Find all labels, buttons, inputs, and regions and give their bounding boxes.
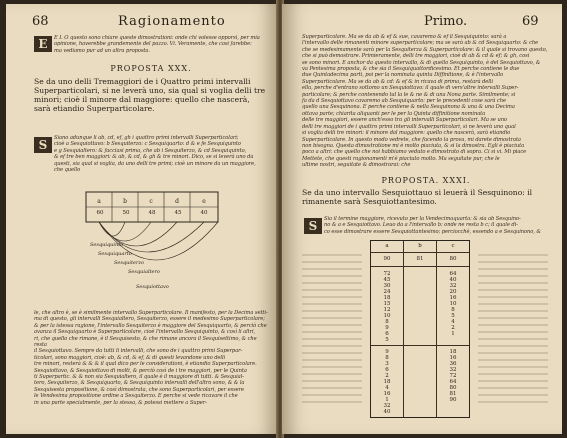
table-cell: 72 [383, 271, 391, 277]
table-cell: 5 [385, 337, 389, 343]
lower-line: tre minori, resterà & & & il qual dico per le considerationi, è etiandio Superparticolare. [34, 361, 257, 368]
table-cell: 16 [383, 391, 391, 397]
right-page-number: 69 [522, 14, 539, 29]
upper-line: quello una Sesquinona. E perche contiene & nella Sesquinona & una & una Decima [302, 104, 515, 111]
proof-line: & ef tre ben maggiori: & ab, & cd, & gh & tre minori. Dico, se si leverà uno da [54, 154, 254, 161]
table-cell: 12 [383, 307, 391, 313]
upper-line: l'intervallo delle rimanenti minore superparticolare; ma se sarà ab & cd Sesquiquarto: & che [302, 40, 539, 47]
table-cell: 90 [383, 256, 391, 262]
table-cell: 10 [383, 313, 391, 319]
lower-line: ma di questo, gli intervalli Sesquialtero, Sesquiterzo, essere il medesimo Superparticolare; [34, 316, 265, 323]
upper-line: si voglia delli tre minori: il minore dal maggiore: quello che nascerà, sarà etiandio [302, 130, 511, 137]
diagram-label: Sesquiquinto [90, 242, 124, 248]
table-cell: 45 [383, 277, 391, 283]
table-cell: 40 [449, 277, 457, 283]
table-cell: 9 [385, 349, 389, 355]
table-cell: 20 [449, 289, 457, 295]
upper-line: se sono minori. E anchor da questo intervallo, & di quello Sesquiquinto, è del Sesquiottavo, & [302, 59, 541, 66]
diagram-label: Sesquiquarto [98, 251, 132, 257]
upper-line: ella, perche d'entrano sottomo un Sesquiottavo: il quale di vers'altre intervalli Super- [302, 85, 519, 92]
diagram-top-cell: e [202, 198, 206, 205]
table-cell: 40 [383, 409, 391, 415]
left-page [6, 4, 278, 434]
bleed-through-text [302, 254, 362, 404]
table-cell: 81 [449, 391, 457, 397]
upper-line: delle tre maggiori, essere anch'esso tra gli intervalli Superparticolari. Ma se uno [302, 117, 507, 124]
table-cell: 4 [451, 319, 455, 325]
intro-dropcap: E [34, 36, 52, 52]
table-cell: 16 [449, 355, 457, 361]
proof-dropcap: S [34, 137, 52, 153]
diagram-label: Sesquiterzo [114, 260, 144, 266]
proof-block-right [324, 216, 552, 235]
table-cell: 80 [449, 385, 457, 391]
diagram-number: 50 [122, 210, 130, 216]
proposition-title: PROPOSTA XXX. [110, 64, 192, 73]
upper-line: non bisogna. Questa dimostratione mi è molto piaciuta, & si la dimostra. Egli è piaciuta [302, 142, 525, 149]
lower-line: Sesquiottavo, & Sesquiottavo di molti, & perciò così de i tre maggiori, per le Quinta [34, 367, 247, 374]
table-header-b: b [418, 243, 422, 249]
table-cell: 8 [451, 307, 455, 313]
proposition-statement: Se da uno delli Tremaggiori de i Quattro primi intervalli Superparticolari, si ne leverà uno, sia qual si voglia delli tre minori; cioè il minore dal maggiore: quello che nascerà, sarà etiandio Superparticolare. [34, 77, 266, 113]
intro-text: E I. O questo sono chiare queste dimostrationi: onde chi volesse opporsi, per mia opinione, haverebbe grandemente del pazzo. Vi. Veramente, che cosi farebbe: ma vediamo pur ad un altra proposta. [54, 35, 260, 54]
proof-dropcap-right: S [304, 218, 322, 234]
upper-line: Superparticolare. Ma se da ab & ef & sue, cavaremo & ef il Sesquiquinto: sarà a [302, 34, 507, 40]
diagram-label: Sesquialtero [128, 269, 160, 275]
diagram-number: 40 [200, 210, 208, 216]
upper-line: che se medesimamente sarà per la Sesquiterza & Superparticolare: & il quale si trovano questo, [302, 46, 548, 53]
table-cell: 80 [449, 256, 457, 262]
diagram-label: Sesquiottavo [136, 284, 169, 290]
table-cell: 32 [383, 403, 391, 409]
lower-line: ti Superpartic. & & non sia Sesquialtero, il quale è il maggiore di tutti. & Sesquial- [34, 374, 244, 381]
lower-line: ri, che quello che rimane, è il Sesquisesto, & che rimane ancora il Sesquisettimo, & che resta [34, 335, 257, 349]
table-cell: 16 [449, 295, 457, 301]
table-cell: 2 [385, 373, 389, 379]
table-cell: 24 [383, 289, 391, 295]
diagram-number: 45 [174, 210, 182, 216]
table-cell: 6 [385, 331, 389, 337]
table-cell: 4 [385, 385, 389, 391]
table-cell: 18 [449, 349, 457, 355]
table-cell: 32 [449, 367, 457, 373]
table-cell: 64 [449, 379, 457, 385]
right-page [282, 4, 562, 434]
diagram-top-cell: b [123, 198, 127, 205]
lower-line: avanza il Sesquiquarto è Superparticolare, cioè l'intervallo Sesquiquinto, & così li altri, [34, 329, 256, 336]
table-cell: 18 [383, 379, 391, 385]
upper-line: Mettete, che questi ragionamenti m'è piaciuto molto. Ma seguitate pur, che le [302, 155, 500, 162]
diagram-number: 48 [148, 210, 156, 216]
table-cell: 8 [385, 319, 389, 325]
upper-line: delli tre maggiori de i quattro primi intervalli Superparticolari, si ne leverà uno qual [302, 123, 516, 130]
table-cell: 18 [383, 295, 391, 301]
table-cell: 72 [449, 373, 457, 379]
right-running-head: Primo. [424, 14, 468, 29]
diagram-top-cell: a [97, 198, 101, 205]
upper-line: fa da d Sesquiottavo cavaremo ab Sesquiquarto: per le precedenti cose sarà che [302, 98, 506, 105]
lower-line: ticolari, sono maggiori, cioè: ab, & cd, & ef, & di questi levandone uno delli [34, 354, 226, 361]
upper-line: che si può demostrare. Primieramente, delli tre maggiori, cioè di ab & cd & ef; & gh, cosi [302, 53, 530, 60]
table-col-a-lower [371, 349, 403, 415]
proposition-statement-xxxi: Se da uno intervallo Sesquiottauo si leuerà il Sesquinono: il rimanente sarà Sesquiottantesimo. [302, 188, 533, 206]
table-cell: 90 [449, 397, 457, 403]
table-header-c: c [451, 243, 455, 249]
table-col-c-upper [437, 271, 469, 337]
diagram-number: 60 [96, 210, 104, 216]
diagram-top-cell: c [149, 198, 153, 205]
table-col-c-lower [437, 349, 469, 403]
lower-line: & per la istessa ragione, l'intervallo Sesquiterzo è maggiore del Sesquiquarto, & perciò che [34, 322, 267, 329]
table-cell: 10 [449, 301, 457, 307]
right-upper-text [302, 34, 550, 169]
table-cell: 15 [383, 301, 391, 307]
upper-line: due Quintadecima parti, poi per la nominata quinta Diffinitione, & è l'intervallo [302, 72, 504, 79]
lower-line: tero, Sesquiterzo, & Sesquiquarto, & Sesquiquinto intervalli dell'altro sono, & & la [34, 380, 245, 387]
proof-line: co esse dimostrare essere Sesquiottantesimo; perciocchè, essendo a e Sesquinono, & [324, 228, 541, 235]
proof-line: no & a e Sesquiottavo. Leuo da a l'intervallo b: onde ne resta b c; il quale di- [324, 222, 518, 229]
table-cell: 32 [449, 283, 457, 289]
proof-block [54, 135, 266, 173]
table-cell: 2 [451, 325, 455, 331]
left-page-number: 68 [32, 14, 49, 29]
upper-line: poco a altri: che quello che noi habbiamo veduto e dimostrato di sopra. Ci si vi. Mi piace [302, 149, 527, 156]
bleed-through-text [478, 254, 548, 404]
lower-line: in una parte specialmente, per la stessa, & potessi mettere a Super- [34, 399, 207, 406]
table-cell: 36 [449, 361, 457, 367]
table-cell: 64 [449, 271, 457, 277]
lower-line: le Vendesima propositione ordine a Sesquiterzo. E perche si vede ricavare il che [34, 393, 238, 400]
table-cell: 5 [451, 313, 455, 319]
ratio-table [370, 240, 470, 418]
upper-line: ottava parte; chiarita aliquanti per le per la Quinta diffinitione nominata [302, 110, 486, 117]
table-cell: 6 [385, 367, 389, 373]
table-col-a-upper [371, 271, 403, 343]
proof-line: cioè a Sesquiottavo: b Sesquiterzo: c Sesquiquarto: d & e fe Sesquiquinto [54, 141, 241, 148]
upper-line: ultime nostri, seguitate & dimostrarai: che [302, 162, 411, 169]
proof-line: questi, sia qual si voglia, da uno delli tre primi; cioè un minore da un maggiore, che quello [54, 160, 256, 174]
upper-line: va Pentesima proposta, & che sia il Sesquiquattordicesimo. Et perche contiene le due [302, 66, 520, 73]
upper-line: Superparticolare. In questo modo vedrete, che facendo la prova, mi darete dimostrata [302, 136, 521, 143]
upper-line: particolare; & perche contenendo tal la le & ne & di una Nona parte. Similmente; si [302, 91, 516, 98]
proposition-title-xxxi: PROPOSTA. XXXI. [381, 176, 471, 185]
proof-line: Sia il termine maggiore, ricevuto per la Vendecimaquarta: & sia ab Sesquino- [324, 216, 521, 222]
table-cell: 1 [451, 331, 455, 337]
left-running-head: Ragionamento [118, 14, 226, 29]
table-header-a: a [385, 243, 389, 249]
lower-line: le, che altro è, se è similmente intervallo Superparticolare. Il manifesto, per la Decima setti- [34, 310, 268, 316]
table-cell: 9 [385, 325, 389, 331]
table-cell: 1 [385, 397, 389, 403]
ratio-diagram [84, 190, 234, 300]
table-cell: 3 [385, 361, 389, 367]
proof-line: Siano adunque li ab, cd, ef, gh i quattro primi intervalli Superparticolari; [54, 135, 239, 141]
table-cell: 81 [416, 256, 424, 262]
lower-text-block [34, 310, 268, 406]
diagram-top-cell: d [175, 198, 179, 205]
proof-line: e g Sesquialtero: & facciasi prima, che ab i Sesquiterzo, & cd Sesquiquinto, [54, 147, 247, 154]
lower-line: Sesquisesta propositione, & così dimostrata, che sono Superparticolari, per essere [34, 386, 244, 393]
lower-line: il Sesquiottavo. Sempre da tutti li intervalli, che sono de i quattro primi Superpar- [34, 348, 243, 355]
table-cell: 8 [385, 355, 389, 361]
upper-line: Superparticolare. Ma se da ab & cd: & ef & in ricava di prima, restarà delli [302, 78, 493, 85]
table-cell: 30 [383, 283, 391, 289]
